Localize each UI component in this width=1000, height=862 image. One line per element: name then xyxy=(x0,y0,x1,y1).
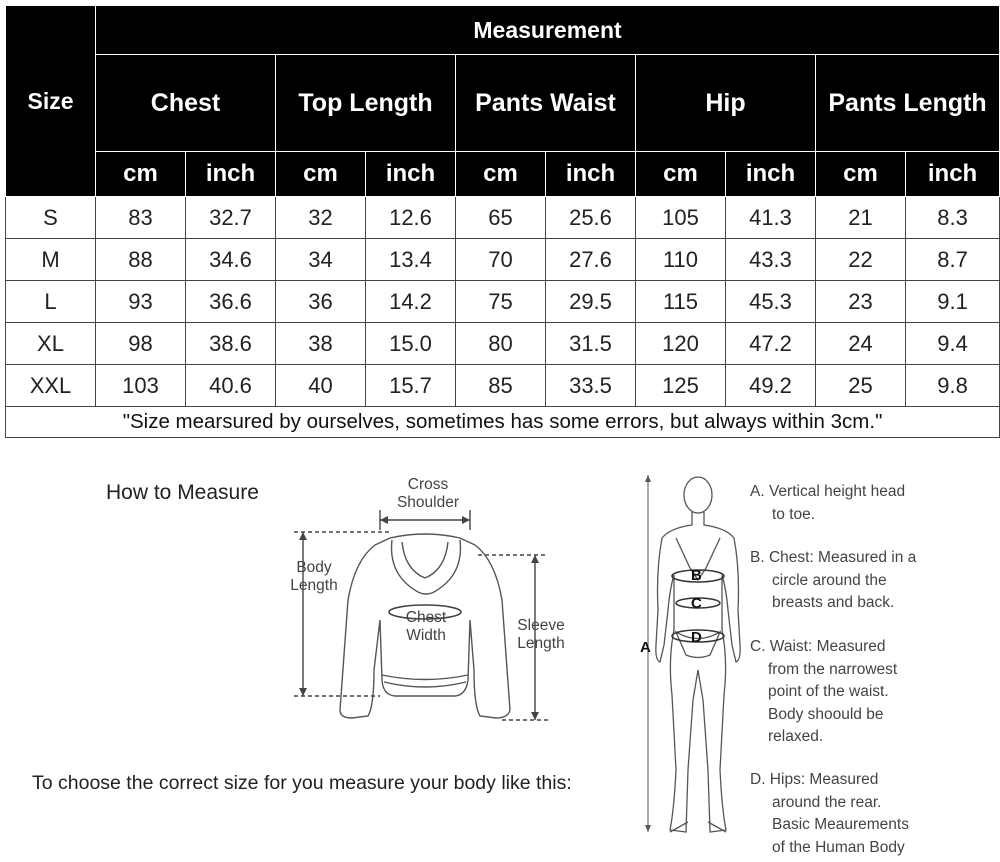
value-cell: 103 xyxy=(96,365,186,407)
value-cell: 21 xyxy=(816,197,906,239)
value-cell: 93 xyxy=(96,281,186,323)
value-cell: 25.6 xyxy=(546,197,636,239)
measurement-header: Measurement xyxy=(96,6,1000,55)
value-cell: 9.8 xyxy=(906,365,1000,407)
label-line: Sleeve xyxy=(517,617,565,634)
instruction-line: Basic Meaurements xyxy=(772,816,909,833)
size-chart-table xyxy=(5,5,1000,438)
instruction-height xyxy=(750,481,990,526)
instruction-line: C. Waist: Measured xyxy=(750,638,886,655)
value-cell: 14.2 xyxy=(366,281,456,323)
label-line: Body xyxy=(296,559,332,576)
instruction-line: A. Vertical height head xyxy=(750,483,906,500)
group-header-pants-length: Pants Length xyxy=(816,55,1000,152)
cross-shoulder-label xyxy=(388,476,468,512)
unit-cm-header: cm xyxy=(456,152,546,197)
value-cell: 25 xyxy=(816,365,906,407)
instruction-waist xyxy=(750,636,990,749)
instruction-line: from the narrowest xyxy=(768,660,898,678)
size-cell: S xyxy=(6,197,96,239)
value-cell: 88 xyxy=(96,239,186,281)
instruction-line: circle around the xyxy=(772,571,887,589)
value-cell: 98 xyxy=(96,323,186,365)
value-cell: 8.3 xyxy=(906,197,1000,239)
instruction-chest xyxy=(750,547,990,615)
label-line: Shoulder xyxy=(396,494,460,511)
body-letter-b: B xyxy=(691,567,702,584)
size-row xyxy=(6,323,1000,365)
unit-inch-header: inch xyxy=(726,152,816,197)
value-cell: 27.6 xyxy=(546,239,636,281)
value-cell: 22 xyxy=(816,239,906,281)
unit-cm-header: cm xyxy=(636,152,726,197)
value-cell: 115 xyxy=(636,281,726,323)
value-cell: 8.7 xyxy=(906,239,1000,281)
value-cell: 41.3 xyxy=(726,197,816,239)
unit-inch-header: inch xyxy=(186,152,276,197)
instruction-line: relaxed. xyxy=(768,728,824,745)
size-cell: XL xyxy=(6,323,96,365)
group-header-hip: Hip xyxy=(636,55,816,152)
value-cell: 47.2 xyxy=(726,323,816,365)
instruction-hips xyxy=(750,769,990,859)
value-cell: 32.7 xyxy=(186,197,276,239)
size-row xyxy=(6,365,1000,407)
size-row xyxy=(6,239,1000,281)
value-cell: 34 xyxy=(276,239,366,281)
instruction-line: D. Hips: Measured xyxy=(750,771,879,788)
label-line: Width xyxy=(406,627,446,644)
body-letter-d: D xyxy=(691,629,702,646)
unit-cm-header: cm xyxy=(816,152,906,197)
sleeve-length-label xyxy=(508,617,574,653)
value-cell: 83 xyxy=(96,197,186,239)
value-cell: 9.4 xyxy=(906,323,1000,365)
instruction-line: to toe. xyxy=(772,505,816,523)
value-cell: 15.7 xyxy=(366,365,456,407)
label-line: Cross xyxy=(407,476,449,493)
value-cell: 31.5 xyxy=(546,323,636,365)
value-cell: 9.1 xyxy=(906,281,1000,323)
body-length-label xyxy=(282,559,346,595)
value-cell: 85 xyxy=(456,365,546,407)
value-cell: 38.6 xyxy=(186,323,276,365)
size-cell: M xyxy=(6,239,96,281)
value-cell: 36.6 xyxy=(186,281,276,323)
choose-size-text: To choose the correct size for you measure your body like this: xyxy=(32,772,572,794)
value-cell: 33.5 xyxy=(546,365,636,407)
instruction-line: around the rear. xyxy=(772,793,882,811)
instruction-line: of the Human Body xyxy=(772,838,905,856)
size-header: Size xyxy=(6,6,96,197)
group-header-pants-waist: Pants Waist xyxy=(456,55,636,152)
how-to-measure-title: How to Measure xyxy=(106,481,259,504)
value-cell: 40 xyxy=(276,365,366,407)
value-cell: 29.5 xyxy=(546,281,636,323)
instruction-line: point of the waist. xyxy=(768,683,889,700)
chest-width-label xyxy=(396,609,456,645)
instruction-line: Body shoould be xyxy=(768,705,884,723)
value-cell: 24 xyxy=(816,323,906,365)
unit-inch-header: inch xyxy=(906,152,1000,197)
group-header-chest: Chest xyxy=(96,55,276,152)
size-note: "Size mearsured by ourselves, sometimes has some errors, but always within 3cm." xyxy=(6,407,1000,438)
value-cell: 36 xyxy=(276,281,366,323)
value-cell: 38 xyxy=(276,323,366,365)
value-cell: 105 xyxy=(636,197,726,239)
unit-inch-header: inch xyxy=(366,152,456,197)
value-cell: 13.4 xyxy=(366,239,456,281)
label-line: Chest xyxy=(405,609,447,626)
value-cell: 12.6 xyxy=(366,197,456,239)
instruction-line: B. Chest: Measured in a xyxy=(750,549,917,566)
value-cell: 15.0 xyxy=(366,323,456,365)
instruction-line: breasts and back. xyxy=(772,594,895,611)
value-cell: 70 xyxy=(456,239,546,281)
unit-cm-header: cm xyxy=(276,152,366,197)
value-cell: 80 xyxy=(456,323,546,365)
value-cell: 34.6 xyxy=(186,239,276,281)
value-cell: 45.3 xyxy=(726,281,816,323)
body-letter-c: C xyxy=(691,595,702,612)
value-cell: 32 xyxy=(276,197,366,239)
value-cell: 65 xyxy=(456,197,546,239)
value-cell: 40.6 xyxy=(186,365,276,407)
size-row xyxy=(6,197,1000,239)
unit-cm-header: cm xyxy=(96,152,186,197)
size-row xyxy=(6,281,1000,323)
group-header-top-length: Top Length xyxy=(276,55,456,152)
value-cell: 110 xyxy=(636,239,726,281)
value-cell: 23 xyxy=(816,281,906,323)
value-cell: 120 xyxy=(636,323,726,365)
size-cell: XXL xyxy=(6,365,96,407)
size-rows xyxy=(6,197,1000,407)
value-cell: 125 xyxy=(636,365,726,407)
size-cell: L xyxy=(6,281,96,323)
human-body-figure xyxy=(630,470,750,860)
value-cell: 75 xyxy=(456,281,546,323)
label-line: Length xyxy=(517,635,565,652)
value-cell: 49.2 xyxy=(726,365,816,407)
body-letter-a: A xyxy=(640,639,651,656)
unit-inch-header: inch xyxy=(546,152,636,197)
label-line: Length xyxy=(290,577,338,594)
value-cell: 43.3 xyxy=(726,239,816,281)
